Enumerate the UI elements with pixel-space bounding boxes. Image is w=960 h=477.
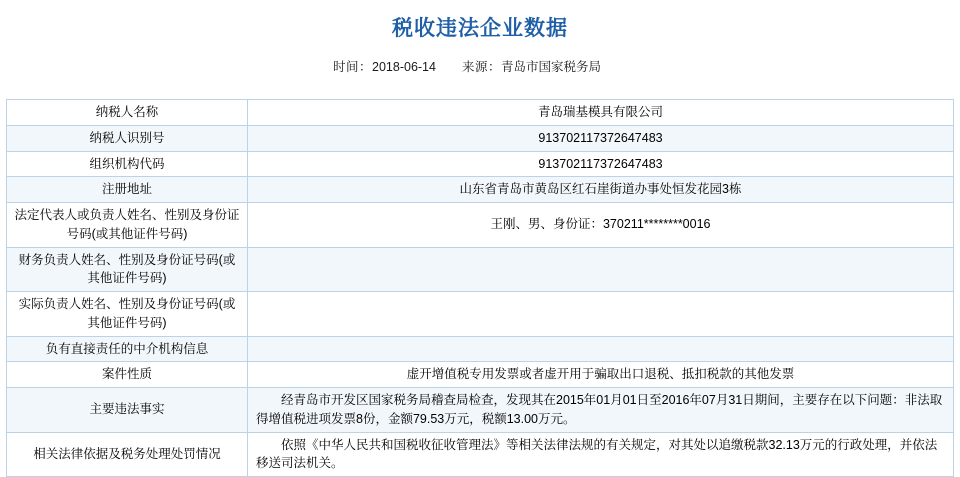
- info-table-container: [0, 85, 960, 477]
- tax-violation-table: [6, 99, 954, 477]
- row-label: 组织机构代码: [7, 151, 248, 177]
- page-title: 税收违法企业数据: [392, 17, 568, 40]
- document-meta: [0, 44, 960, 85]
- table-row: [7, 432, 954, 477]
- table-body: [7, 100, 954, 477]
- table-row: [7, 151, 954, 177]
- table-row: [7, 336, 954, 362]
- row-value: [248, 336, 954, 362]
- table-row: [7, 292, 954, 337]
- row-label: 案件性质: [7, 362, 248, 388]
- row-label: 负有直接责任的中介机构信息: [7, 336, 248, 362]
- row-label: 纳税人名称: [7, 100, 248, 126]
- row-value: 913702117372647483: [248, 151, 954, 177]
- row-value: 青岛瑞基模具有限公司: [248, 100, 954, 126]
- meta-source-label: 来源：: [461, 60, 501, 74]
- meta-source-value: 青岛市国家税务局: [500, 60, 601, 74]
- row-label: 实际负责人姓名、性别及身份证号码(或其他证件号码): [7, 292, 248, 337]
- row-value: [248, 292, 954, 337]
- table-row: [7, 177, 954, 203]
- row-label: 相关法律依据及税务处理处罚情况: [7, 432, 248, 477]
- row-value: 山东省青岛市黄岛区红石崖街道办事处恒发花园3栋: [248, 177, 954, 203]
- meta-time-label: 时间：: [333, 60, 373, 74]
- row-label: 纳税人识别号: [7, 125, 248, 151]
- row-label: 法定代表人或负责人姓名、性别及身份证号码(或其他证件号码): [7, 203, 248, 248]
- table-row: [7, 388, 954, 433]
- table-row: [7, 362, 954, 388]
- row-value: 依照《中华人民共和国税收征收管理法》等相关法律法规的有关规定，对其处以追缴税款32.13万元的行政处理，并依法移送司法机关。: [248, 432, 954, 477]
- row-label: 注册地址: [7, 177, 248, 203]
- meta-time-value: 2018-06-14: [372, 60, 436, 74]
- row-value: [248, 247, 954, 292]
- table-row: [7, 203, 954, 248]
- table-row: [7, 100, 954, 126]
- row-value: 虚开增值税专用发票或者虚开用于骗取出口退税、抵扣税款的其他发票: [248, 362, 954, 388]
- table-row: [7, 247, 954, 292]
- row-label: 主要违法事实: [7, 388, 248, 433]
- row-value: 经青岛市开发区国家税务局稽查局检查，发现其在2015年01月01日至2016年07月31日期间，主要存在以下问题：非法取得增值税进项发票8份，金额79.53万元，税额13.00万元。: [248, 388, 954, 433]
- row-value: 913702117372647483: [248, 125, 954, 151]
- row-value: 王刚、男、身份证：370211********0016: [248, 203, 954, 248]
- row-label: 财务负责人姓名、性别及身份证号码(或其他证件号码): [7, 247, 248, 292]
- table-row: [7, 125, 954, 151]
